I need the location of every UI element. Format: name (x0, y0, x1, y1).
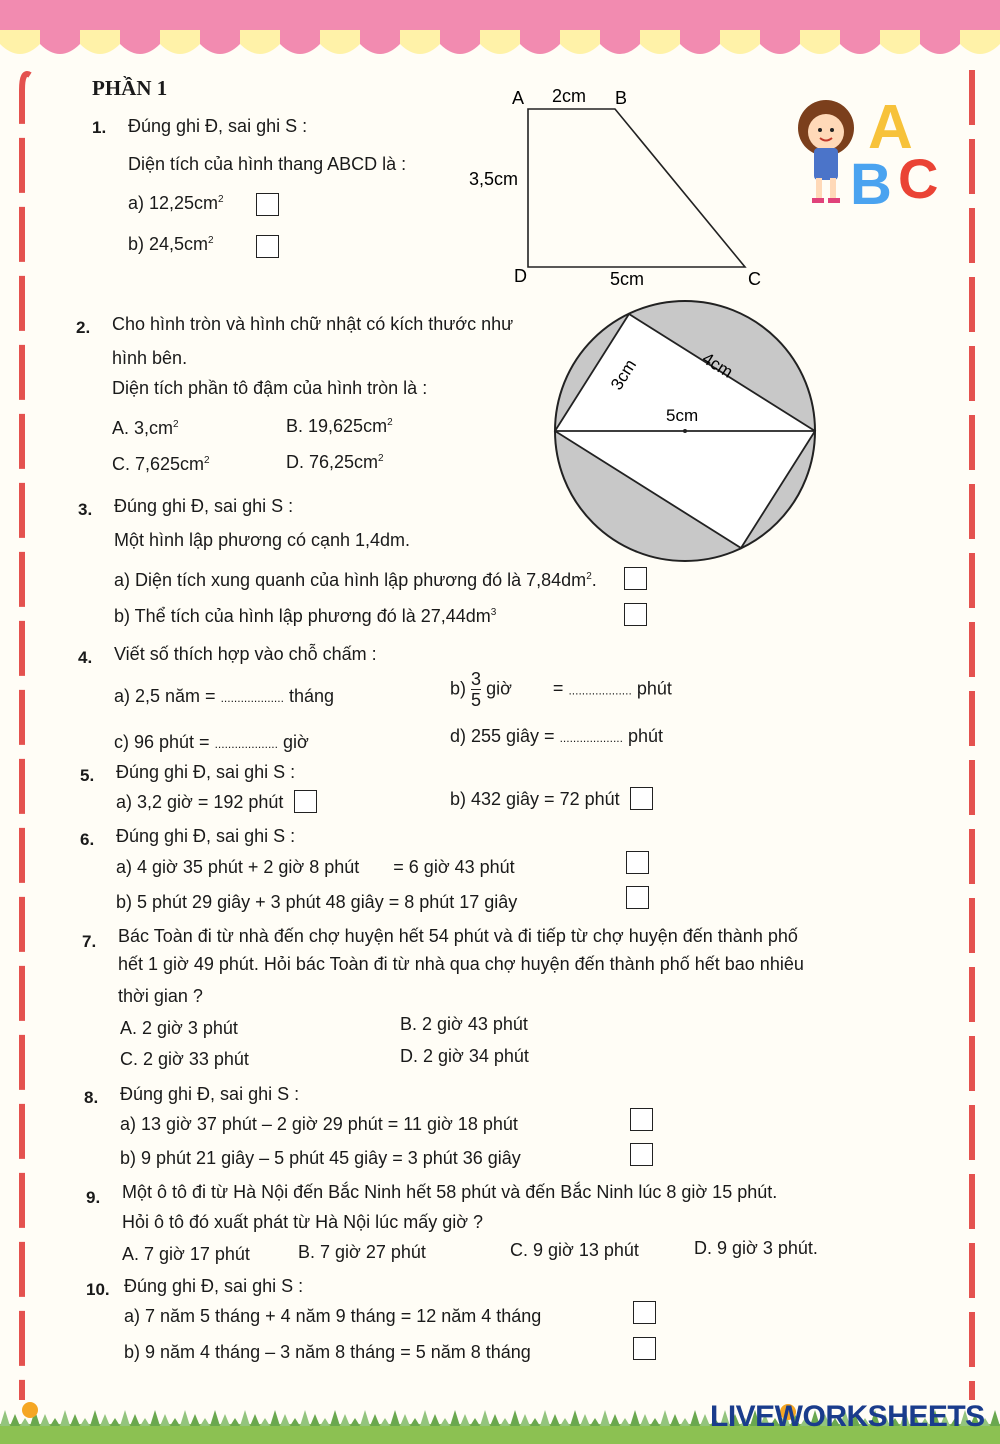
q4b-blank[interactable]: ................... (568, 683, 632, 698)
q8-number: 8. (84, 1088, 99, 1107)
q2-number: 2. (76, 318, 91, 337)
grass-blade (540, 1410, 550, 1426)
q2-line2: hình bên. (112, 348, 188, 368)
diagonal-5cm-label: 5cm (666, 406, 699, 425)
grass-blade (20, 1418, 30, 1426)
q8a-answer-box[interactable] (630, 1108, 653, 1131)
q1-title: Đúng ghi Đ, sai ghi S : (128, 116, 308, 136)
q9-option-b[interactable]: B. 7 giờ 27 phút (298, 1242, 426, 1262)
grass-blade (120, 1410, 130, 1426)
q5-title: Đúng ghi Đ, sai ghi S : (116, 762, 296, 782)
grass-blade (240, 1410, 250, 1426)
grass-blade (50, 1418, 60, 1426)
grass-blade (570, 1410, 580, 1426)
grass-blade (500, 1418, 510, 1426)
grass-blade (310, 1414, 320, 1426)
q7-line1: Bác Toàn đi từ nhà đến chợ huyện hết 54 phút và đi tiếp từ chợ huyện đến thành phố (118, 926, 798, 946)
q4-item-b: b) $\frac{3}{5}$ giờ = ................... phút (450, 669, 672, 710)
q10-title: Đúng ghi Đ, sai ghi S : (124, 1276, 304, 1296)
grass-blade (560, 1418, 570, 1426)
q2-option-b[interactable]: B. $19,625cm^2$ (286, 416, 393, 436)
q6-option-b: b) 5 phút 29 giây + 3 phút 48 giây = 8 phút 17 giây (116, 892, 518, 912)
section-heading: PHẦN 1 (92, 76, 168, 100)
top-side-label: 2cm (552, 86, 587, 106)
grass-blade (290, 1418, 300, 1426)
q6-option-a: a) 4 giờ 35 phút + 2 giờ 8 phút = 6 giờ 43 phút (116, 857, 515, 877)
grass-blade (200, 1418, 210, 1426)
q4-number: 4. (78, 648, 93, 667)
q1-option-b: b) $24,5cm^2$ (128, 234, 214, 254)
grass-blade (300, 1410, 310, 1426)
circle-rectangle-figure (540, 290, 830, 575)
grass-blade (550, 1414, 560, 1426)
q2-option-a[interactable]: A. $3,cm^2$ (112, 418, 179, 438)
q3-text: Một hình lập phương có cạnh 1,4dm. (114, 530, 411, 550)
grass-blade (320, 1418, 330, 1426)
q3-title: Đúng ghi Đ, sai ghi S : (114, 496, 294, 516)
grass-blade (620, 1418, 630, 1426)
q6b-answer-box[interactable] (626, 886, 649, 909)
grass-blade (70, 1414, 80, 1426)
q1-number: 1. (92, 118, 107, 137)
vertex-c-label: C (748, 269, 761, 289)
q4d-blank[interactable]: ................... (559, 731, 623, 745)
grass-blade (640, 1414, 650, 1426)
grass-blade (510, 1410, 520, 1426)
letter-a-decor: A (868, 93, 913, 162)
q2-option-c[interactable]: C. $7,625cm^2$ (112, 454, 210, 474)
grass-blade (260, 1418, 270, 1426)
grass-blade (660, 1410, 670, 1426)
q1a-answer-box[interactable] (256, 193, 279, 216)
q8b-answer-box[interactable] (630, 1143, 653, 1166)
letter-b-decor: B (850, 152, 892, 210)
grass-blade (670, 1414, 680, 1426)
grass-blade (210, 1410, 220, 1426)
q3-option-b: b) Thể tích của hình lập phương đó là $27,44dm^3$ (114, 606, 497, 626)
q7-option-b[interactable]: B. 2 giờ 43 phút (400, 1014, 528, 1034)
trapezoid-figure (460, 80, 780, 295)
grass-blade (360, 1410, 370, 1426)
q5-number: 5. (80, 766, 95, 785)
vertex-b-label: B (615, 88, 628, 108)
q7-option-c[interactable]: C. 2 giờ 33 phút (120, 1049, 249, 1069)
q5b-answer-box[interactable] (630, 787, 653, 810)
side-3cm-label: 3cm (607, 356, 641, 394)
grass-blade (610, 1414, 620, 1426)
grass-blade (160, 1414, 170, 1426)
q4c-blank[interactable]: ................... (214, 737, 278, 751)
vertex-a-label: A (512, 88, 525, 108)
grass-blade (680, 1418, 690, 1426)
q8-title: Đúng ghi Đ, sai ghi S : (120, 1084, 300, 1104)
grass-blade (490, 1414, 500, 1426)
grass-blade (150, 1410, 160, 1426)
q4a-blank[interactable]: ................... (220, 691, 284, 705)
q9-option-d[interactable]: D. 9 giờ 3 phút. (694, 1238, 818, 1258)
grass-blade (430, 1414, 440, 1426)
q7-line2: hết 1 giờ 49 phút. Hỏi bác Toàn đi từ nhà qua chợ huyện đến thành phố hết bao nhiêu (118, 954, 804, 974)
q3-number: 3. (78, 500, 93, 519)
grass-blade (180, 1410, 190, 1426)
q9-line1: Một ô tô đi từ Hà Nội đến Bắc Ninh hết 58 phút và đến Bắc Ninh lúc 8 giờ 15 phút. (122, 1182, 778, 1202)
grass-blade (90, 1410, 100, 1426)
grass-blade (690, 1410, 700, 1426)
q1b-answer-box[interactable] (256, 235, 279, 258)
q4-item-d: d) 255 giây = ................... phút (450, 726, 664, 746)
q4-item-a: a) 2,5 năm = ................... tháng (114, 686, 334, 706)
grass-blade (390, 1410, 400, 1426)
grass-blade (590, 1418, 600, 1426)
grass-blade (650, 1418, 660, 1426)
grass-blade (330, 1410, 340, 1426)
grass-blade (10, 1414, 20, 1426)
q10a-answer-box[interactable] (633, 1301, 656, 1324)
grass-blade (0, 1410, 10, 1426)
grass-blade (130, 1414, 140, 1426)
q10b-answer-box[interactable] (633, 1337, 656, 1360)
q4-item-c: c) 96 phút = ................... giờ (114, 732, 309, 752)
grass-blade (530, 1418, 540, 1426)
grass-blade (280, 1414, 290, 1426)
q6a-answer-box[interactable] (626, 851, 649, 874)
bottom-side-label: 5cm (610, 269, 645, 289)
q2-option-d[interactable]: D. $76,25cm^2$ (286, 452, 384, 472)
q7-line3: thời gian ? (118, 986, 203, 1006)
grass-blade (230, 1418, 240, 1426)
grass-blade (40, 1414, 50, 1426)
grass-blade (110, 1418, 120, 1426)
grass-blade (190, 1414, 200, 1426)
grass-blade (370, 1414, 380, 1426)
trapezoid-shape (528, 109, 745, 267)
grass-blade (580, 1414, 590, 1426)
grass-blade (480, 1410, 490, 1426)
letter-c-decor: C (898, 147, 939, 210)
q8-option-a: a) 13 giờ 37 phút – 2 giờ 29 phút = 11 giờ 18 phút (120, 1114, 518, 1134)
grass-blade (440, 1418, 450, 1426)
q9-option-a[interactable]: A. 7 giờ 17 phút (122, 1244, 250, 1264)
grass-blade (380, 1418, 390, 1426)
q1-text: Diện tích của hình thang ABCD là : (128, 154, 407, 174)
grass-blade (990, 1410, 1000, 1426)
liveworksheets-watermark: LIVEWORKSHEETS (710, 1400, 985, 1433)
q5-option-b: b) 432 giây = 72 phút (450, 789, 620, 809)
q9-line2: Hỏi ô tô đó xuất phát từ Hà Nội lúc mấy giờ ? (122, 1212, 484, 1232)
q10-option-a: a) 7 năm 5 tháng + 4 năm 9 tháng = 12 năm 4 tháng (124, 1306, 542, 1326)
grass-blade (400, 1414, 410, 1426)
grass-blade (520, 1414, 530, 1426)
grass-blade (470, 1418, 480, 1426)
vertex-d-label: D (514, 266, 527, 286)
q3b-answer-box[interactable] (624, 603, 647, 626)
grass-blade (340, 1414, 350, 1426)
q6-number: 6. (80, 830, 95, 849)
grass-blade (100, 1414, 110, 1426)
left-side-label: 3,5cm (469, 169, 519, 189)
q5-option-a: a) 3,2 giờ = 192 phút (116, 792, 284, 812)
q5a-answer-box[interactable] (294, 790, 317, 813)
grass-blade (450, 1410, 460, 1426)
q3-option-a: a) Diện tích xung quanh của hình lập phương đó là $7,84dm^2$. (114, 570, 597, 590)
grass-blade (420, 1410, 430, 1426)
grass-blade (410, 1418, 420, 1426)
grass-blade (60, 1410, 70, 1426)
side-4cm-label: 4cm (698, 348, 737, 382)
q4-title: Viết số thích hợp vào chỗ chấm : (114, 644, 377, 664)
grass-blade (700, 1414, 710, 1426)
fraction-three-fifths: $\frac{3}{5}$ (471, 669, 482, 710)
q7-option-d[interactable]: D. 2 giờ 34 phút (400, 1046, 529, 1066)
q1-option-a: a) $12,25cm^2$ (128, 193, 224, 213)
grass-blade (220, 1414, 230, 1426)
q3a-answer-box[interactable] (624, 567, 647, 590)
grass-blade (460, 1414, 470, 1426)
q9-number: 9. (86, 1188, 101, 1207)
q8-option-b: b) 9 phút 21 giây – 5 phút 45 giây = 3 phút 36 giây (120, 1148, 521, 1168)
grass-blade (170, 1418, 180, 1426)
q10-number: 10. (86, 1280, 110, 1299)
grass-blade (350, 1418, 360, 1426)
q10-option-b: b) 9 năm 4 tháng – 3 năm 8 tháng = 5 năm 8 tháng (124, 1342, 531, 1362)
q9-option-c[interactable]: C. 9 giờ 13 phút (510, 1240, 639, 1260)
grass-blade (630, 1410, 640, 1426)
q2-line1: Cho hình tròn và hình chữ nhật có kích thước như (112, 314, 514, 334)
grass-blade (80, 1418, 90, 1426)
q2-line3: Diện tích phần tô đậm của hình tròn là : (112, 378, 428, 398)
q7-number: 7. (82, 932, 97, 951)
q6-title: Đúng ghi Đ, sai ghi S : (116, 826, 296, 846)
q7-option-a[interactable]: A. 2 giờ 3 phút (120, 1018, 238, 1038)
girl-abc-illustration (790, 80, 960, 210)
grass-blade (250, 1414, 260, 1426)
grass-blade (600, 1410, 610, 1426)
grass-blade (140, 1418, 150, 1426)
grass-blade (270, 1410, 280, 1426)
